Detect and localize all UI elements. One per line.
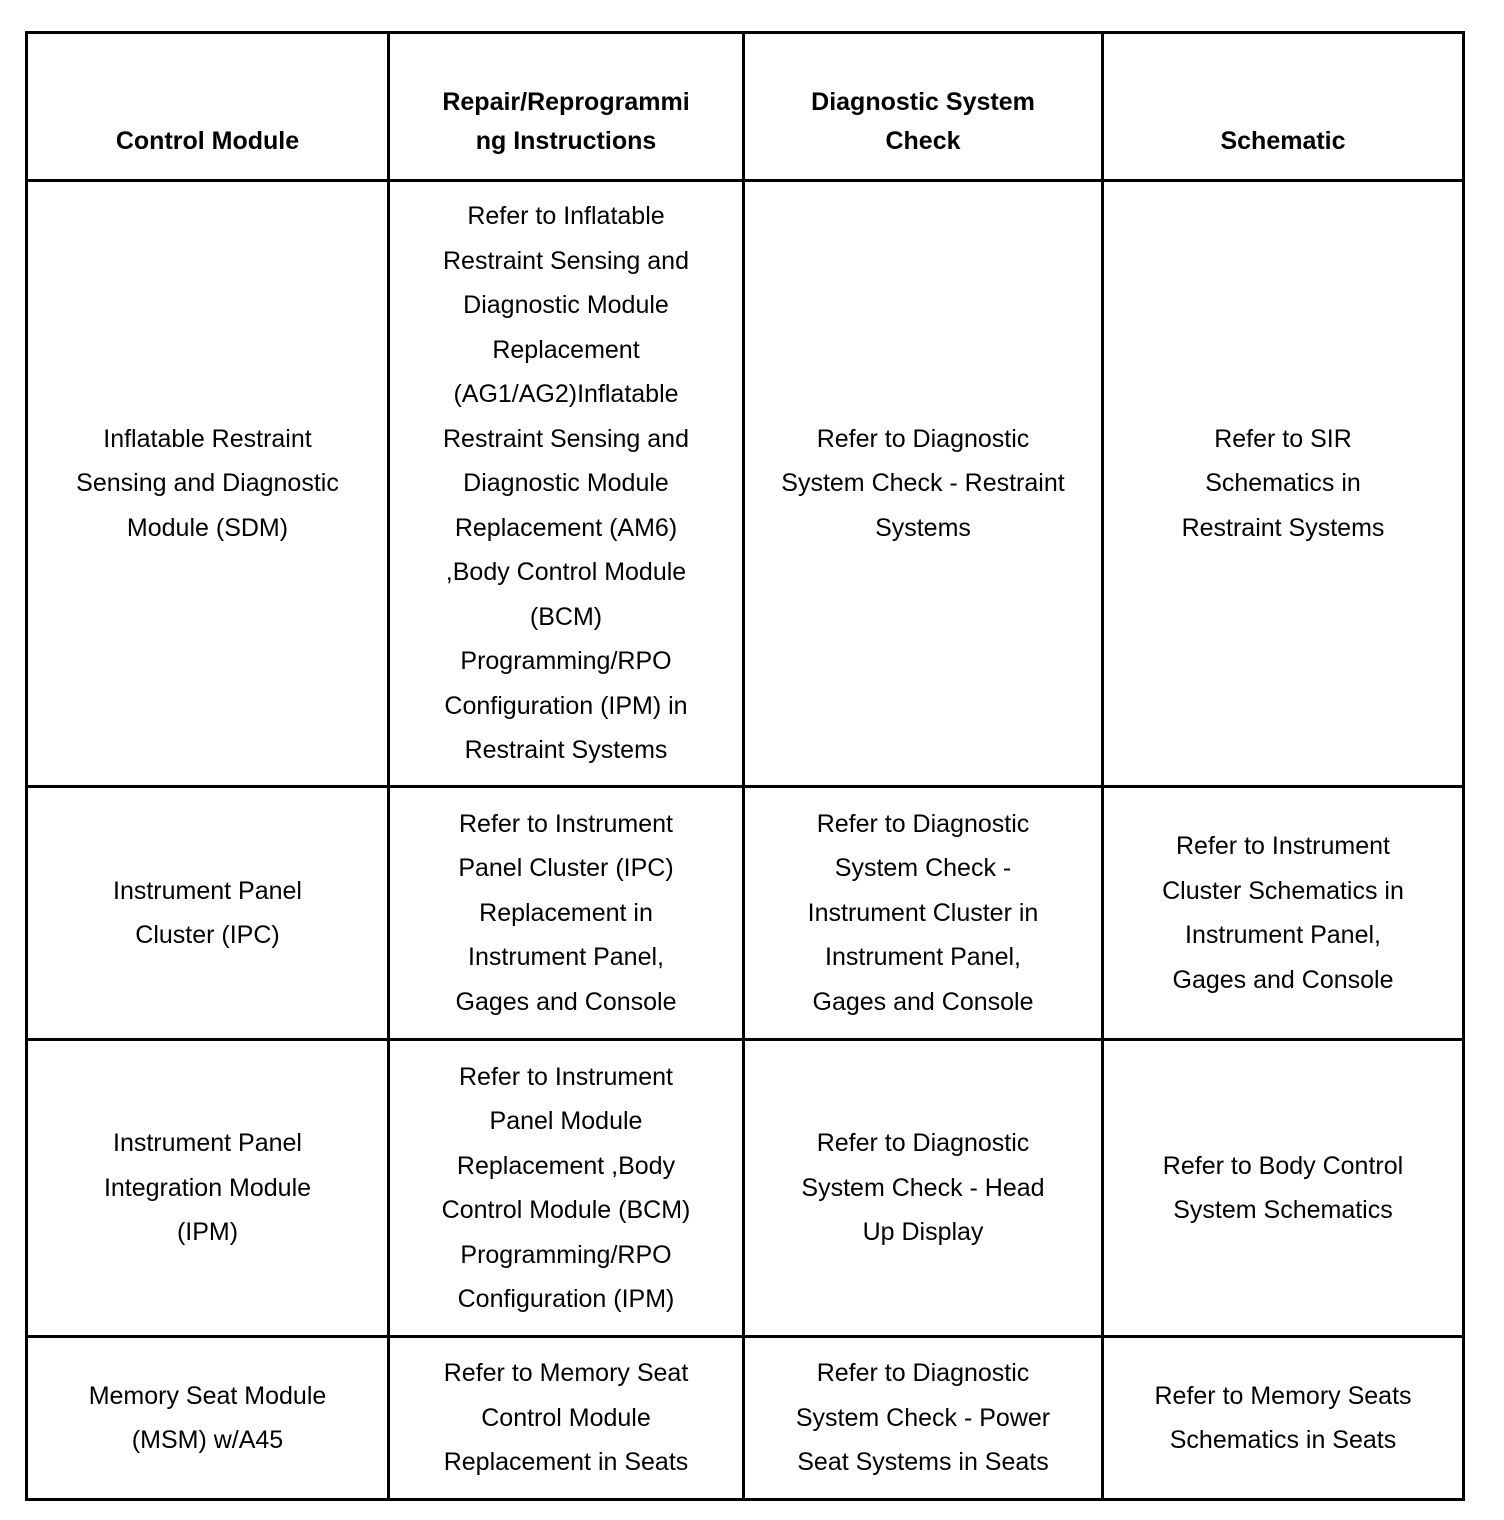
cell-repair-instructions: Refer to Memory Seat Control Module Replacement in Seats [389, 1337, 744, 1500]
cell-schematic: Refer to Instrument Cluster Schematics in Instrument Panel, Gages and Console [1103, 787, 1464, 1040]
cell-schematic: Refer to Body Control System Schematics [1103, 1040, 1464, 1337]
cell-repair-instructions: Refer to Instrument Panel Cluster (IPC) Replacement in Instrument Panel, Gages and Console [389, 787, 744, 1040]
cell-diagnostic-system-check: Refer to Diagnostic System Check - Head Up Display [744, 1040, 1103, 1337]
cell-diagnostic-system-check: Refer to Diagnostic System Check - Instrument Cluster in Instrument Panel, Gages and Console [744, 787, 1103, 1040]
header-control-module: Control Module [27, 33, 389, 181]
cell-control-module: Memory Seat Module (MSM) w/A45 [27, 1337, 389, 1500]
header-row [27, 33, 1464, 181]
cell-control-module: Instrument Panel Integration Module (IPM) [27, 1040, 389, 1337]
cell-repair-instructions: Refer to Instrument Panel Module Replacement ,Body Control Module (BCM) Programming/RPO Configuration (IPM) [389, 1040, 744, 1337]
table-row-ipc [27, 787, 1464, 1040]
cell-diagnostic-system-check: Refer to Diagnostic System Check - Power Seat Systems in Seats [744, 1337, 1103, 1500]
table-row-ipm [27, 1040, 1464, 1337]
table-row-sdm [27, 181, 1464, 787]
cell-control-module: Instrument Panel Cluster (IPC) [27, 787, 389, 1040]
table-row-msm [27, 1337, 1464, 1500]
cell-diagnostic-system-check: Refer to Diagnostic System Check - Restraint Systems [744, 181, 1103, 787]
cell-schematic: Refer to Memory Seats Schematics in Seats [1103, 1337, 1464, 1500]
cell-repair-instructions: Refer to Inflatable Restraint Sensing and Diagnostic Module Replacement (AG1/AG2)Inflatable Restraint Sensing and Diagnostic Module Replacement (AM6) ,Body Control Module (BCM) Programming/RPO Configuration (IPM) in Restraint Systems [389, 181, 744, 787]
header-repair-instructions: Repair/Reprogrammi ng Instructions [389, 33, 744, 181]
cell-schematic: Refer to SIR Schematics in Restraint Systems [1103, 181, 1464, 787]
header-diagnostic-system-check: Diagnostic System Check [744, 33, 1103, 181]
control-module-table [25, 31, 1465, 1501]
header-schematic: Schematic [1103, 33, 1464, 181]
cell-control-module: Inflatable Restraint Sensing and Diagnostic Module (SDM) [27, 181, 389, 787]
